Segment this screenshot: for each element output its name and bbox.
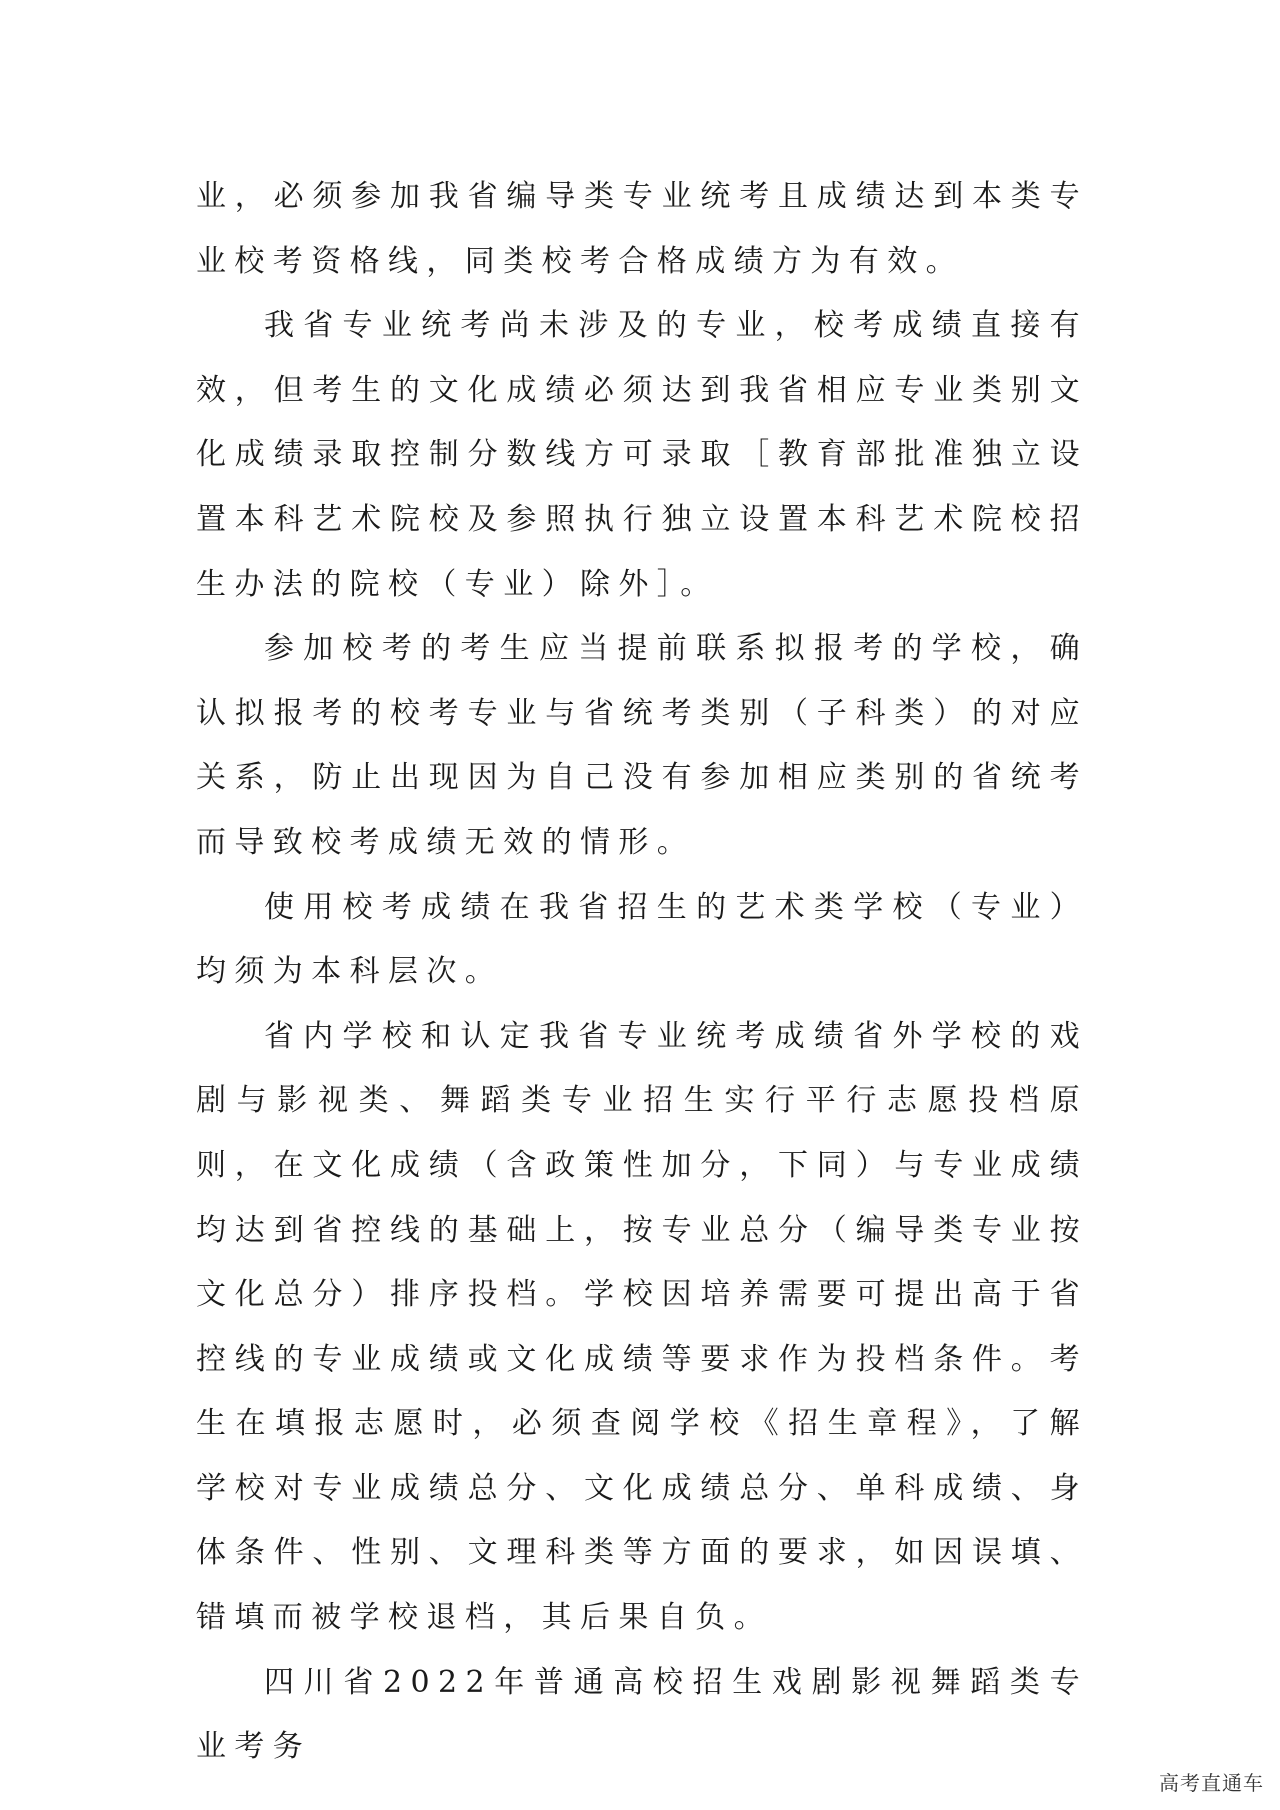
- paragraph-parallel-admission: 省内学校和认定我省专业统考成绩省外学校的戏剧与影视类、舞蹈类专业招生实行平行志愿投档原则，在文化成绩（含政策性加分，下同）与专业成绩均达到省控线的基础上，按专业总分（编导类专业按文化总分）排序投档。学校因培养需要可提出高于省控线的专业成绩或文化成绩等要求作为投档条件。考生在填报志愿时，必须查阅学校《招生章程》，了解学校对专业成绩总分、文化成绩总分、单科成绩、身体条件、性别、文理科类等方面的要求，如因误填、错填而被学校退档，其后果自负。: [196, 1018, 1088, 1636]
- paragraph-undergraduate-level: 使用校考成绩在我省招生的艺术类学校（专业）均须为本科层次。: [196, 889, 1088, 990]
- document-body: [196, 165, 1088, 1780]
- paragraph-unified-exam-scope: 我省专业统考尚未涉及的专业，校考成绩直接有效，但考生的文化成绩必须达到我省相应专业类别文化成绩录取控制分数线方可录取［教育部批准独立设置本科艺术院校及参照执行独立设置本科艺术院校招生办法的院校（专业）除外］。: [196, 308, 1088, 602]
- paragraph-exam-affairs: 四川省2022年普通高校招生戏剧影视舞蹈类专业考务: [196, 1664, 1088, 1765]
- watermark-label: 高考直通车: [1159, 1771, 1264, 1795]
- paragraph-contact-school: 参加校考的考生应当提前联系拟报考的学校，确认拟报考的校考专业与省统考类别（子科类）的对应关系，防止出现因为自己没有参加相应类别的省统考而导致校考成绩无效的情形。: [196, 631, 1088, 860]
- paragraph-continuation: 业，必须参加我省编导类专业统考且成绩达到本类专业校考资格线，同类校考合格成绩方为有效。: [196, 179, 1088, 279]
